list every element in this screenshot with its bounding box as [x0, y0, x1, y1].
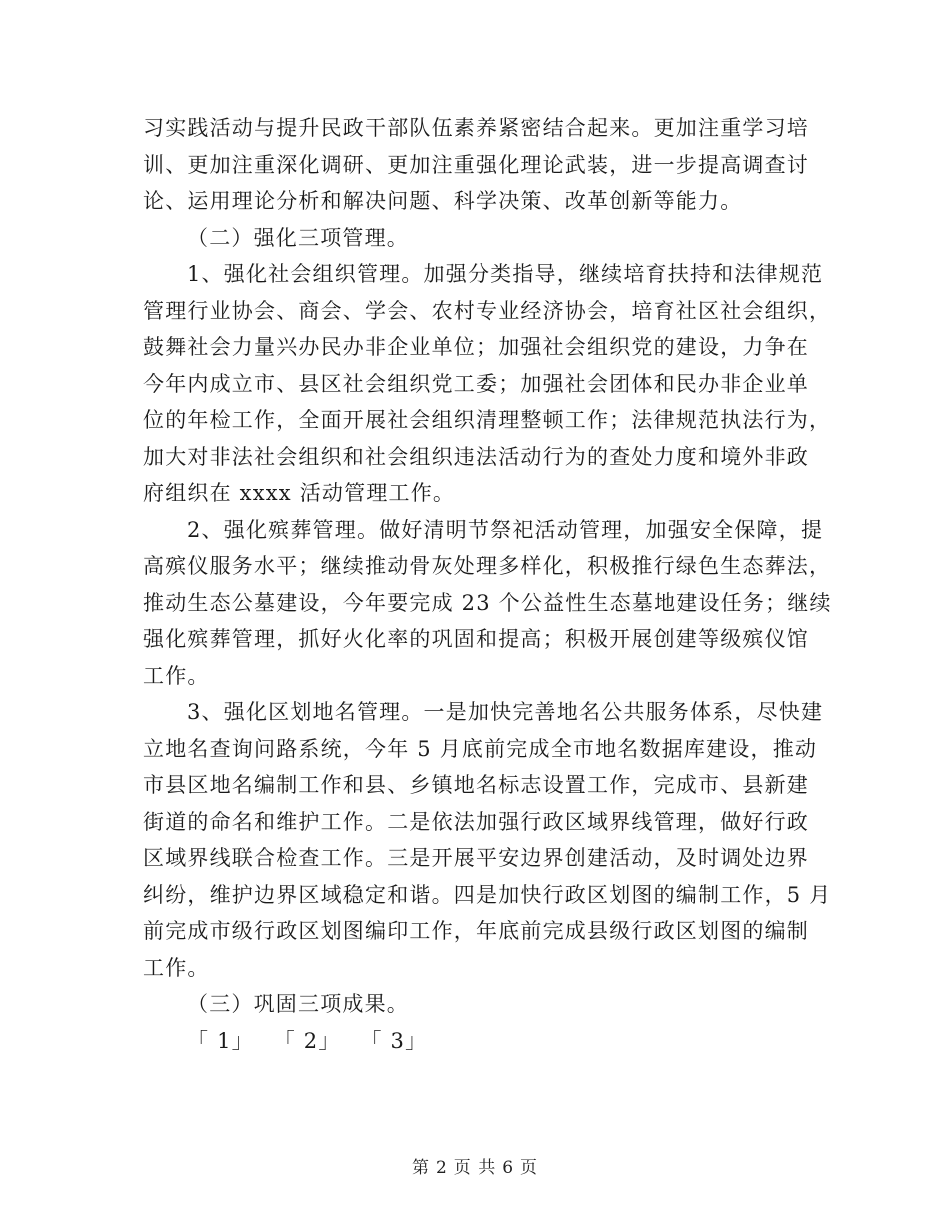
paragraph-line: 鼓舞社会力量兴办民办非企业单位；加强社会组织党的建设，力争在 — [143, 335, 809, 359]
paragraph-line: 市县区地名编制工作和县、乡镇地名标志设置工作，完成市、县新建 — [143, 773, 809, 797]
paragraph-line: 工作。 — [143, 663, 210, 688]
reference-marker: 「 3」 — [360, 1028, 428, 1053]
paragraph-line: 推动生态公墓建设，今年要完成 23 个公益性生态墓地建设任务；继续 — [143, 590, 832, 615]
paragraph-line: 高殡仪服务水平；继续推动骨灰处理多样化，积极推行绿色生态葬法， — [143, 554, 832, 578]
paragraph-line: 立地名查询问路系统，今年 5 月底前完成全市地名数据库建设，推动 — [143, 736, 818, 761]
paragraph-line: 1、强化社会组织管理。加强分类指导，继续培育扶持和法律规范 — [187, 262, 824, 286]
footer-prefix: 第 — [411, 1158, 430, 1178]
paragraph-line: 区域界线联合检查工作。三是开展平安边界创建活动，及时调处边界 — [143, 846, 809, 870]
reference-marker: 「 1」 — [187, 1028, 254, 1053]
section-heading: （三）巩固三项成果。 — [187, 992, 409, 1016]
paragraph-line: 前完成市级行政区划图编印工作，年底前完成县级行政区划图的编制 — [143, 919, 809, 943]
footer-suffix: 页 — [520, 1158, 539, 1178]
paragraph-line: 加大对非法社会组织和社会组织违法活动行为的查处力度和境外非政 — [143, 444, 809, 469]
paragraph-line: 管理行业协会、商会、学会、农村专业经济协会，培育社区社会组织， — [143, 298, 832, 323]
paragraph-line: 习实践活动与提升民政干部队伍素养紧密结合起来。更加注重学习培 — [143, 116, 809, 140]
paragraph-line: 3、强化区划地名管理。一是加快完善地名公共服务体系，尽快建 — [187, 700, 824, 724]
paragraph-line: 位的年检工作，全面开展社会组织清理整顿工作；法律规范执法行为， — [143, 408, 832, 432]
paragraph-line: 纠纷，维护边界区域稳定和谐。四是加快行政区划图的编制工作，5 月 — [143, 882, 832, 907]
footer-total-pages: 6 — [502, 1158, 515, 1178]
footer-middle: 页 共 — [453, 1158, 497, 1178]
paragraph-line: 今年内成立市、县区社会组织党工委；加强社会团体和民办非企业单 — [143, 371, 809, 396]
paragraph-line: 训、更加注重深化调研、更加注重强化理论武装，进一步提高调查讨 — [143, 152, 809, 177]
paragraph-line: 街道的命名和维护工作。二是依法加强行政区域界线管理，做好行政 — [143, 809, 809, 834]
paragraph-line: 工作。 — [143, 955, 210, 980]
footer-page-number: 2 — [435, 1158, 448, 1178]
reference-marker: 「 2」 — [273, 1028, 341, 1053]
paragraph-line: 论、运用理论分析和解决问题、科学决策、改革创新等能力。 — [143, 189, 743, 213]
reference-markers — [143, 1023, 813, 1060]
paragraph-line: 府组织在 xxxx 活动管理工作。 — [143, 481, 456, 505]
section-heading: （二）强化三项管理。 — [187, 225, 409, 250]
paragraph-line: 强化殡葬管理，抓好火化率的巩固和提高；积极开展创建等级殡仪馆 — [143, 627, 809, 651]
paragraph-line: 2、强化殡葬管理。做好清明节祭祀活动管理，加强安全保障，提 — [187, 517, 824, 542]
document-body — [143, 110, 832, 1059]
page-footer — [0, 1153, 950, 1178]
